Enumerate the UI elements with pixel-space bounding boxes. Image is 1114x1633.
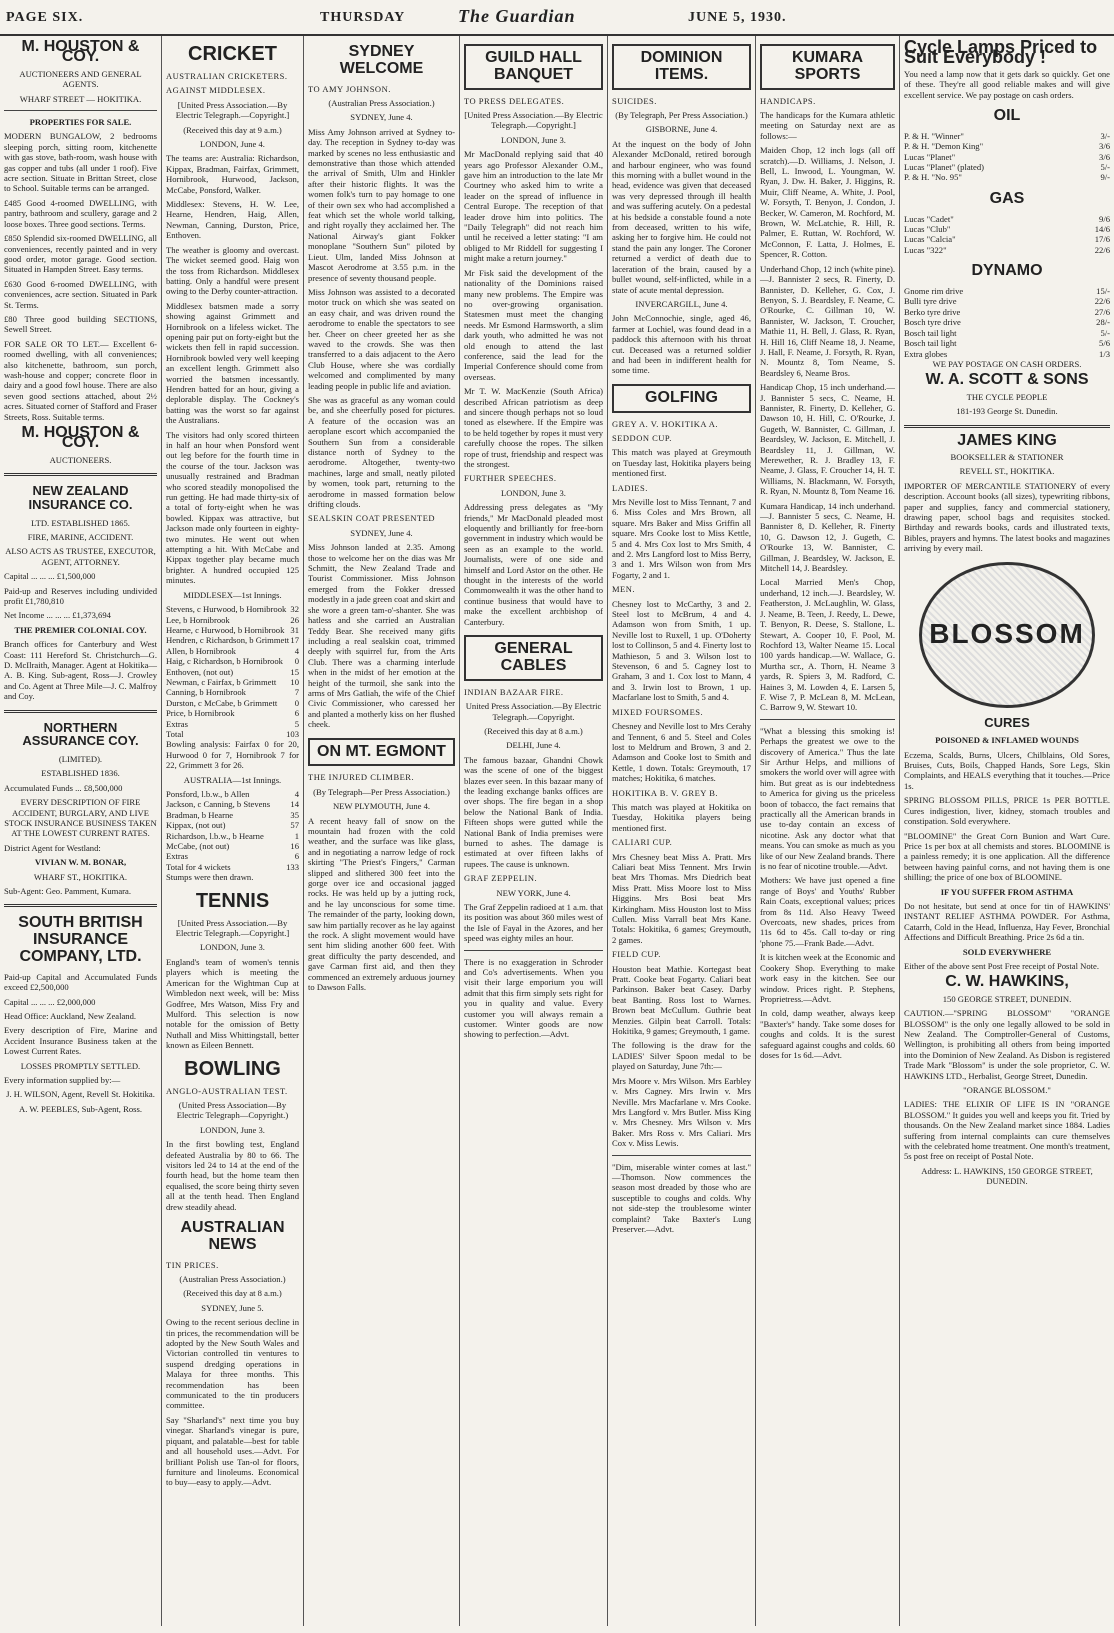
cricket-sub-2: AGAINST MIDDLESEX.	[166, 85, 266, 96]
kitchen-ad: It is kitchen week at the Economic and Cookery Shop. Everything to make work easy in the kitchen. See our window. Prices right. P. Stephens, Proprietress.—Advt.	[760, 952, 895, 1004]
paper-title: The Guardian	[458, 6, 576, 26]
mt-egmont-heading: ON MT. EGMONT	[308, 738, 455, 767]
northern-sub: Sub-Agent: Geo. Pamment, Kumara.	[4, 885, 131, 896]
property-4: £630 Good 6-roomed DWELLING, with conveniences, acre section. Situated in Park St. Terms.	[4, 278, 157, 310]
price-row: Bosch tail light 5/6	[904, 338, 1110, 349]
egmont-credit: (By Telegraph—Per Press Association.)	[313, 786, 450, 797]
cricket-dateline: LONDON, June 4.	[200, 139, 265, 150]
egmont-para: A recent heavy fall of snow on the mountain had frozen with the cold weather, and the surface was like glass, and in negotiating a narrow ledge of rock skirting "The Priest's Fingers," Carman slipped and slithered 300 feet into the gorge over ice and occasional jagged rocks. He was held up by a jutting rock, and he lay unconscious for some time. The remainder of the party, looking down, saw him partially recover as he lay against the rock. A slight movement would have sent him sliding another 600 feet. With great difficulty the party descended, and gave Carman first aid, and then they commenced an extremely arduous journey to Dawson Falls.	[308, 815, 455, 993]
pills-para: SPRING BLOSSOM PILLS, PRICE 1s PER BOTTLE. Cures indigestion, liver, kidney, stomach troubles and constipation. Sold everywhere.	[904, 795, 1110, 827]
score-row: Allen, b Hornibrook 4	[166, 645, 299, 656]
northern-desc: EVERY DESCRIPTION OF FIRE ACCIDENT, BURGLARY, AND LIVE STOCK INSURANCE BUSINESS TAKEN AT THE LOWEST CURRENT RATES.	[4, 797, 157, 839]
di-sub: SUICIDES.	[612, 95, 657, 106]
score-row: Canning, b Hornibrook 7	[166, 687, 299, 698]
bowling-para: In the first bowling test, England defeated Australia by 80 to 66. The visitors led 24 to 14 at the end of the fourth head, but the home team then equalised, the score being thirty seven all at the tenth head. Then England drew steadily ahead.	[166, 1139, 299, 1212]
score-row: Newman, c Fairfax, b Grimmett 10	[166, 676, 299, 687]
golf-intro: This match was played at Greymouth on Tuesday last, Hokitika players being mentioned first.	[612, 447, 751, 479]
ladies-heading: LADIES.	[612, 482, 648, 493]
score-row: Jackson, c Canning, b Stevens 14	[166, 799, 299, 810]
price-row: Lucas "Cadet" 9/6	[904, 213, 1110, 224]
sold-para: Either of the above sent Post Free receipt of Postal Note.	[904, 960, 1099, 971]
divider	[904, 425, 1110, 428]
score-row: Price, b Hornibrook 6	[166, 708, 299, 719]
tennis-heading: TENNIS	[195, 889, 270, 912]
nz-branch: Branch offices for Canterbury and West Coast: 111 Hereford St. Christchurch—G. D. McIlraith, Manager. Agent at Hokitika—A. B. King. Sub-agent, Ross—J. Crowley and Co. Agent at Three Mile—J. C. Malfroy and Coy.	[4, 639, 157, 702]
an-credit: (Australian Press Association.)	[179, 1274, 286, 1284]
price-row: Bulli tyre drive 22/6	[904, 296, 1110, 307]
golf-sub: GREY A. V. HOKITIKA A.	[612, 418, 719, 429]
firm-name: M. HOUSTON & COY.	[21, 38, 140, 66]
score-row: Extras 6	[166, 851, 299, 862]
cricket-sub-1: AUSTRALIAN CRICKETERS.	[166, 71, 288, 81]
caliari-heading: CALIARI CUP.	[612, 837, 673, 848]
cures-para: Eczema, Scalds, Burns, Ulcers, Chilblains, Old Sores, Bruises, Cuts, Boils, Chapped Hands, Sore Legs, Skin Complaints, and HEALS everything that it touches.—Price 1s.	[904, 749, 1110, 791]
golfing-heading: GOLFING	[612, 384, 751, 413]
column-advertisements-2	[900, 36, 1114, 1626]
blossom-emblem	[919, 562, 1095, 708]
oil-price-list	[904, 131, 1110, 183]
northern-agent: District Agent for Westland:	[4, 842, 101, 853]
gh-para: Mr T. W. MacKenzie (South Africa) described African patriotism as deep and sincere though perhaps not so loud toned as elsewhere. If the Empire was to be held together by ropes it must very carefully choose the ropes. The silken rope of trust, friendship and respect was the strongest.	[464, 386, 603, 469]
divider	[4, 710, 157, 713]
property-1: MODERN BUNGALOW, 2 bedrooms sleeping porch, sitting room, kitchenette with gas stove, bath-room, wash house with gas copper and tubs (all under 1 roof). Five acre section. Situate in Brittan Street, close to School. Suitable terms can be arranged.	[4, 131, 157, 194]
divider	[4, 904, 157, 907]
sealskin-date: SYDNEY, June 4.	[350, 527, 413, 538]
score-row: Kippax, (not out) 57	[166, 820, 299, 831]
bloomine-para: "BLOOMINE" the Great Corn Bunion and Wart Cure. Price 1s per box at all chemists and stores. BLOOMINE is a painless remedy; it is one application. All the difference between having painful corns, and not having them is one shilling; the price of one box of BLOOMINE.	[904, 830, 1110, 883]
tennis-credit: [United Press Association.—By Electric Telegraph.—Copyright.]	[175, 917, 290, 939]
price-row: Lucas "322" 22/6	[904, 244, 1110, 255]
gc-credit: United Press Association.—By Electric Telegraph.—Copyright.	[465, 701, 602, 722]
grey-b-intro: This match was played at Hokitika on Tuesday, Hokitika players being mentioned first.	[612, 801, 751, 833]
ks-para: The handicaps for the Kumara athletic meeting on Saturday next are as follows:—	[760, 110, 895, 141]
scorecard-heading: MIDDLESEX—1st Innings.	[183, 589, 282, 600]
gc-sub: INDIAN BAZAAR FIRE.	[464, 686, 564, 697]
gas-heading: GAS	[989, 189, 1025, 207]
sb-info: Every information supplied by:—	[4, 1074, 121, 1085]
caliari-results: Mrs Chesney beat Miss A. Pratt. Mrs Caliari beat Miss Tennent. Mrs Irwin beat Mrs Thomas. Mrs Diedrich beat Miss Pratt. Miss Moore lost to Miss Higgins. Mrs Bosi beat Mrs Kirkingham. Miss Houston lost to Miss Cullen. Miss Varrall beat Mrs Kane. Totals: Hokitika, 6 games; Greymouth, 2 games.	[612, 851, 751, 945]
tennis-date: LONDON, June 3.	[200, 942, 265, 953]
column-news-2	[460, 36, 608, 1626]
orange-heading: "ORANGE BLOSSOM."	[963, 1085, 1051, 1096]
cricket-credit: [United Press Association.—By Electric Telegraph.—Copyright.]	[175, 99, 290, 121]
kumara-sports-heading: KUMARA SPORTS	[760, 44, 895, 90]
divider	[612, 1155, 751, 1156]
divider	[464, 950, 603, 951]
property-6: FOR SALE OR TO LET.— Excellent 6-roomed dwelling, with all conveniences; also kitchenette, bathroom, sun porch, wash-house and copper; concrete floor in dairy and a good fowl house. There are also seven good sections attached, about 2½ acres. Situated corner of Stafford and Fraser Streets, Ross. Suitable terms.	[4, 338, 157, 422]
zeppelin-date: NEW YORK, June 4.	[496, 887, 571, 898]
ladies-results: Mrs Neville lost to Miss Tennant, 7 and 6. Miss Coles and Mrs Brown, all square. Mrs Baker and Miss Griffin all square. Mrs Cooke lost to Miss Kettle, 5 and 4. Mrs Cox lost to Mrs Smith, 4 and 2. Mrs Langford lost to Miss Berry, 3 and 1. Mrs Wilson won from Mrs Fogarty, 2 and 1.	[612, 496, 751, 580]
cricket-received: (Received this day at 9 a.m.)	[183, 124, 282, 135]
field-cup-heading: FIELD CUP.	[612, 949, 661, 960]
scott-name: W. A. SCOTT & SONS	[925, 371, 1089, 389]
ladies-address: Address: L. HAWKINS, 150 GEORGE STREET, DUNEDIN.	[921, 1165, 1093, 1187]
score-row: Enthoven, (not out) 15	[166, 666, 299, 677]
tennis-para: England's team of women's tennis players which is meeting the American for the Wightman Cup at Wimbledon next week, will be: Miss Godfree, Mrs Watson, Miss Fry and Mulford. This selection is now notable for the omission of Betty Nuthall and Miss Whittingstall, better known as Eileen Bennett.	[166, 956, 299, 1051]
seddon-cup: SEDDON CUP.	[612, 432, 672, 443]
australian-news-heading: AUSTRALIAN NEWS	[180, 1219, 285, 1253]
cricket-para: Middlesex batsmen made a sorry showing against Grimmett and Hornibrook on a lifeless wicket. The opening pair put on forty-eight but the wickets then fell in rapid succession. Hornibrook bowled very well keeping an excellent length. Grimmett also worried the batsmen incessantly. Hendren batted for an hour, giving a deplorable display. The Cockney's batting was the worst so far against the Australians.	[166, 300, 299, 426]
price-row: P. & H. "Demon King" 3/6	[904, 141, 1110, 152]
bowling-heading: BOWLING	[184, 1057, 281, 1080]
bowling-sub: ANGLO-AUSTRALIAN TEST.	[166, 1085, 288, 1096]
sb-paid: Paid-up Capital and Accumulated Funds exceed £2,500,000	[4, 971, 157, 993]
bowling-date: LONDON, June 3.	[200, 1124, 265, 1135]
sw-para: She was as graceful as any woman could be, and she cheerfully posed for pictures. A feature of the occasion was an aeroplane escort which accompanied the Southern Sun from a considerable distance north of Sydney to the aerodrome. Altogether, twenty-two machines, large and small, neatly piloted by women, took part, returning to the aerodrome in massed formation below drifting clouds.	[308, 394, 455, 510]
price-row: P. & H. "No. 95" 9/-	[904, 172, 1110, 183]
bowling-analysis: Bowling analysis: Fairfax 0 for 20, Hurwood 0 for 7, Hornibrook 7 for 22, Grimmett 3 for 26.	[166, 739, 299, 771]
dominion-items-heading: DOMINION ITEMS.	[612, 44, 751, 90]
ks-para: Maiden Chop, 12 inch logs (all off scratch).—D. Williams, J. Nelson, J. Bell, L. Inwood, L. Youngman, W. Ryan, J. Dw. H. Baker, J. Higgins, R. Muir, Cliff Neame, A. White, J. Pool, W. Forsyth, T. Benyon, J. Condon, J. Becker, W. Cameron, M. Rochford, M. Brown, W. McLatchie, R. Hill, R. Palmer, E. Ruttan, W. Rochford, W. McConnon, F. Latta, J. Holmes, E. Spencer, R. Cotton.	[760, 145, 895, 260]
emblem-text: BLOSSOM	[929, 618, 1085, 650]
an-ad: Say "Sharland's" next time you buy vinegar. Sharland's vinegar is pure, piquant, and palatable—best for table and all household uses.—Advt. For brilliant Polish use Tan-ol for floors, furniture and linoleums. Economical to buy—easy to apply.—Advt.	[166, 1414, 299, 1488]
nz-premier: THE PREMIER COLONIAL COY.	[14, 624, 147, 635]
james-addr: REVELL ST., HOKITIKA.	[959, 466, 1055, 477]
australia-scorecard	[166, 789, 299, 872]
ks-para: Kumara Handicap, 14 inch underhand.—J. Bannister 5 secs, C. Neame, H. Bannister 8, D. Kelleher, R. Finerty 10, G. Dawson 12, J. Gugeth, C. O'Rourke 13, W. Bannister, C. Gillman, J. Beardsley, W. Jackson, E. Mitchell 14, J. Beardsley.	[760, 500, 895, 574]
divider	[760, 719, 895, 720]
gh-credit: [United Press Association.—By Electric Telegraph.—Copyright.]	[464, 110, 603, 131]
james-king-name: JAMES KING	[957, 431, 1057, 449]
score-row: Ponsford, l.b.w., b Allen 4	[166, 789, 299, 799]
sw-para: Miss Johnson was assisted to a decorated motor truck on which she was seated on an easy chair, and was driven round the aerodrome to enable the spectators to see her. Cheer on cheer greeted her as she waved to the crowds. She was then transferred to a dais adjacent to the Aero Club House, where she was cordially welcomed and complimented by many leading people in public life and aviation.	[308, 286, 455, 391]
asthma-para: Do not hesitate, but send at once for tin of HAWKINS' INSTANT RELIEF ASTHMA POWDER. For Asthma, Catarrh, Cold in the Head, Influenza, Hay Fever, Bronchial Affections and Difficult Breathing. Price 2s 6d a tin.	[904, 900, 1110, 943]
northern-addr: WHARF ST., HOKITIKA.	[33, 871, 128, 882]
james-sub: BOOKSELLER & STATIONER	[950, 451, 1064, 462]
further-date: LONDON, June 3.	[501, 487, 566, 498]
sb-agent-1: J. H. WILSON, Agent, Revell St. Hokitika.	[6, 1089, 155, 1100]
di-date-2: INVERCARGILL, June 4.	[635, 298, 728, 309]
di-para-2: John McConnochie, single, aged 46, farmer at Lochiel, was found dead in a paddock this afternoon with his throat cut. Deceased was a returned soldier and had been in indifferent health for some time.	[612, 313, 751, 376]
zeppelin-para: The Graf Zeppelin radioed at 1 a.m. that its position was about 360 miles west of the Isle of Fayal in the Azores, and her speed was eighty miles an hour.	[464, 902, 603, 944]
cricket-para: Middlesex: Stevens, H. W. Lee, Hearne, Hendren, Haig, Allen, Newman, Canning, Durston, Price, Enthoven.	[166, 199, 299, 241]
sydney-welcome-heading: SYDNEY WELCOME	[339, 43, 424, 77]
dynamo-heading: DYNAMO	[971, 262, 1043, 280]
south-british-title: SOUTH BRITISH INSURANCE COMPANY, LTD.	[18, 914, 143, 965]
gc-date: DELHI, June 4.	[506, 740, 561, 751]
ladies-para: LADIES: THE ELIXIR OF LIFE IS IN "ORANGE BLOSSOM." It guides you well and keeps you fit. Tried by thousands. On the New Zealand market since 1884. Ladies suffering from internal complaints can cure themselves with the celebrated home treatment. One month's treatment, 5s post free on receipt of Postal Note.	[904, 1099, 1110, 1162]
zeppelin-heading: GRAF ZEPPELIN.	[464, 873, 538, 884]
men-heading: MEN.	[612, 584, 636, 595]
general-cables-heading: GENERAL CABLES	[464, 635, 603, 681]
sb-desc: Every description of Fire, Marine and Accident Insurance Business taken at the Lowest Current Rates.	[4, 1025, 157, 1057]
dynamo-price-list	[904, 286, 1110, 359]
northern-title: NORTHERN ASSURANCE COY.	[22, 719, 139, 749]
score-row: Total 103	[166, 728, 299, 739]
score-row: Lee, b Hornibrook 26	[166, 614, 299, 625]
mixed-results: Chesney and Neville lost to Mrs Cerahy and Tennent, 6 and 5. Steel and Coles lost to Meldrum and Brown, 3 and 2. Adamson and Cooke lost to Smith and Kettle, 1 down. Totals: Greymouth, 17 matches; Hokitika, 6 matches.	[612, 721, 751, 784]
column-advertisements-1	[0, 36, 162, 1626]
an-date: SYDNEY, June 5.	[201, 1302, 264, 1313]
column-dominion-golf	[608, 36, 756, 1626]
raincoat-ad: Mothers: We have just opened a fine range of Boys' and Youths' Rubber Rain Coats, exceptional values; prices from 8s 11d. Also Heavy Tweed Overcoats, new shades, prices from 11s 6d to 45s. Call to-day or ring 'phone 75.—Frank Bade.—Advt.	[760, 875, 895, 948]
mixed-heading: MIXED FOURSOMES.	[612, 706, 704, 717]
price-row: Lucas "Club" 14/6	[904, 224, 1110, 235]
sb-capital: Capital ... ... ... £2,000,000	[4, 996, 96, 1007]
score-row: Haig, c Richardson, b Hornibrook 0	[166, 656, 299, 667]
gh-sub: TO PRESS DELEGATES.	[464, 95, 565, 106]
score-row: Durston, c McCabe, b Grimmett 0	[166, 697, 299, 708]
hawkins-name: C. W. HAWKINS,	[945, 973, 1069, 991]
score-row: Extras 5	[166, 718, 299, 729]
property-2: £485 Good 4-roomed DWELLING, with pantry, bathroom and scullery, garage and 2 loose boxes. Three good sections. Terms.	[4, 197, 157, 229]
nz-insurance-title: NEW ZEALAND INSURANCE CO.	[28, 483, 133, 512]
sealskin-heading: SEALSKIN COAT PRESENTED	[308, 513, 436, 524]
asthma-heading: IF YOU SUFFER FROM ASTHMA	[940, 886, 1074, 897]
schroder-ad: There is no exaggeration in Schroder and Co's advertisements. When you visit their large emporium you will admit that this firm simply sets right for you in quality and value. Every customer you will always remain a customer. Winter goods are now showing to perfection.—Advt.	[464, 956, 603, 1040]
baxter-ad: "Dim, miserable winter comes at last." —Thomson. Now commences the season most dreaded by those who are susceptible to coughs and colds. Why not side-step the troublesome winter complaint? Take Baxter's Lung Preserver.—Advt.	[612, 1161, 751, 1234]
day: THURSDAY	[320, 10, 406, 25]
di-para: At the inquest on the body of John Alexander McDonald, retired borough and harbour engineer, who was found this morning with a bullet wound in the head, evidence was given that deceased was very depressed through ill health and was suffering acutely. On a pedestal at his bedside a constable found a note from deceased, written to his wife, asking her to forgive him. He could not stand the pain any longer. The Coroner returned a verdict of death due to laceration of the brain, caused by a bullet wound, self-inflicted, while in a state of acute mental depression.	[612, 138, 751, 295]
scott-addr: 181-193 George St. Dunedin.	[956, 406, 1058, 417]
gc-para: The famous bazaar, Ghandni Chowk was the scene of one of the biggest blazes ever seen. In this bazaar many of the leading exchange banks offices are over shops. The fire began in a shop below the National Bank of India. Fifteen shops were gutted while the National Bank of India premises were burned to ashes. The damage is estimated at over fifteen lakhs of rupees. The cause is unknown.	[464, 754, 603, 869]
cricket-para: The weather is gloomy and overcast. The wicket seemed good. Haig won the toss from Richardson. Middlesex batting. Only a handful were present owing to the Derby counter-attraction.	[166, 244, 299, 297]
score-row: Hendren, c Richardson, b Grimmett 17	[166, 635, 299, 646]
northern-funds: Accumulated Funds ... £8,500,000	[4, 782, 123, 793]
guild-hall-heading: GUILD HALL BANQUET	[464, 44, 603, 90]
sw-para: Miss Amy Johnson arrived at Sydney to-day. The reception in Sydney to-day was marked by scenes no less enthusiastic and demonstrative than those which attended the arrival of Smith, Ulm and Hinkler after their historic flights. It was the women folk's turn to pay homage to one of their own sex who had accomplished a feat which set the whole world talking, and right royally they acclaimed her. The National Airway's giant Fokker monoplane "Southern Sun" piloted by Lieut. Ulm, landed Miss Johnson at Mascot Aerodrome at 3.55 p.m. in the presence of seventy thousand people.	[308, 126, 455, 283]
smoking-ad: "What a blessing this smoking is! Perhaps the greatest we owe to the discovery of America." Thus the late Sir Arthur Helps, and millions of smokers the world over will agree with him. But great as is our indebtedness to America for giving us the priceless boon of tobacco, the fact remains that practically all the American brands in use to-day contain an excess of nicotine. Ask any doctor what that means. You can smoke as much as you like of our New Zealand brands. There is no fear of nicotine trouble.—Advt.	[760, 725, 895, 872]
scott-sub: THE CYCLE PEOPLE	[966, 391, 1048, 402]
cycle-lamps-para: You need a lamp now that it gets dark so quickly. Get one of these. They're all good reliable makes and will give excellent service. We pay postage on cash orders.	[904, 68, 1110, 100]
divider	[4, 473, 157, 476]
price-row: Bosch tail light 5/-	[904, 327, 1110, 338]
score-row: Stevens, c Hurwood, b Hornibrook 32	[166, 604, 299, 615]
column-kumara	[756, 36, 900, 1626]
score-row: Richardson, l.b.w., b Hearne 1	[166, 830, 299, 841]
gh-date: LONDON, June 3.	[501, 134, 566, 145]
sb-losses: LOSSES PROMPTLY SETTLED.	[20, 1060, 141, 1071]
northern-ltd: (LIMITED).	[58, 753, 103, 764]
ks-para: Local Married Men's Chop, underhand, 12 inch.—J. Beardsley, W. Featherston, J. McLaughlin, W. Glass, J. Neame, B. Teen, J. Reedy, L. Dewe, T. Benyon, R. Deese, S. Stallone, L. Stewart, A. Cooper 10, F. Pool, M. Rochford 13, Walter Neame 15. Local 100 yards handicap.—W. Wallace, G. Murtha scr., A. Thorn, H. Neame 3 yards, R. Spiers 3, M. Radford, C. Haines 3, M. Lowden 4, E. Larsen 5, F. Wise 7, P. McLean 8, M. McLean, C. Barrow 9, W. Stewart 10.	[760, 577, 895, 713]
price-row: Bosch tyre drive 28/-	[904, 317, 1110, 328]
australia-heading: AUSTRALIA—1st Innings.	[183, 774, 282, 785]
cricket-para: The teams are: Australia: Richardson, Kippax, Bradman, Fairfax, Grimmett, Hornibrook, Hurwood, Jackson, McCabe, Ponsford, Walker.	[166, 153, 299, 195]
column-news-1	[304, 36, 460, 1626]
nz-reserves: Paid-up and Reserves including undivided profit £1,780,810	[4, 585, 157, 606]
northern-name: VIVIAN W. M. BONAR,	[34, 857, 127, 868]
date: JUNE 5, 1930.	[688, 10, 787, 25]
price-row: P. & H. "Winner" 3/-	[904, 130, 1110, 141]
cycle-lamps-title: Cycle Lamps Priced to Suit Everybody !	[904, 37, 1098, 68]
egmont-date: NEW PLYMOUTH, June 4.	[332, 801, 431, 812]
gas-price-list	[904, 214, 1110, 256]
grey-b-heading: HOKITIKA B. V. GREY B.	[612, 787, 719, 798]
middlesex-scorecard	[166, 604, 299, 739]
score-row: Bradman, b Hearne 35	[166, 809, 299, 820]
price-row: Berko tyre drive 27/6	[904, 306, 1110, 317]
properties-heading: PROPERTIES FOR SALE.	[29, 117, 132, 128]
ks-para: Handicap Chop, 15 inch underhand.—J. Bannister 5 secs, C. Neame, H. Bannister, R. Finerty, D. Kelleher, G. Dawson 10, H. Hill, C. O'Rourke, J. Gugeth, W. Bannister, C. Gillman, J. Beardsley, W. Jackson, E. Mitchell, J. Beardsley 11, J. Gillman, W. Merewether, R. J. Bradley 13, F. Neame, J. Glass, F. Croucher 14, H. T. Williams, N. Blackmann, W. Forsyth, R. Ryan, N. Mountz 8, Tom Neame 16.	[760, 382, 895, 497]
cures-heading: CURES	[984, 714, 1030, 730]
di-credit: (By Telegraph, Per Press Association.)	[615, 110, 748, 120]
hawkins-addr: 150 GEORGE STREET, DUNEDIN.	[942, 993, 1072, 1004]
weather-ad: In cold, damp weather, always keep "Baxter's" handy. Take some doses for coughs and colds. It is the surest safeguard against coughs and colds. 60 doses for 1s 6d.—Advt.	[760, 1008, 895, 1060]
firm-name-2: M. HOUSTON & COY.	[21, 424, 140, 452]
sb-office: Head Office: Auckland, New Zealand.	[4, 1010, 137, 1021]
score-row: Hearne, c Hurwood, b Hornibrook 31	[166, 624, 299, 635]
an-received: (Received this day at 8 a.m.)	[183, 1288, 282, 1299]
divider	[4, 110, 157, 111]
page-number: PAGE SIX.	[6, 10, 84, 25]
sold-heading: SOLD EVERYWHERE	[962, 946, 1052, 957]
an-sub: TIN PRICES.	[166, 1259, 219, 1270]
sb-agent-2: A. W. PEEBLES, Sub-Agent, Ross.	[19, 1103, 142, 1114]
firm-address: WHARF STREET — HOKITIKA.	[19, 93, 142, 104]
masthead	[0, 0, 1114, 36]
cricket-heading: CRICKET	[188, 43, 277, 65]
bowling-credit: (United Press Association—By Electric Telegraph—Copyright.)	[176, 1099, 289, 1121]
further-para: Addressing press delegates as "My friends," Mr MacDonald pleaded most eloquently and brilliantly for free-born government in industry which would be seen as an example to the world. Journalists, were of one side and himself and Lord Astor on the other. He thought in the interests of the world Commonwealth it was the other hand to continue business that would have to make the excellent archbishop of Canterbury.	[464, 502, 603, 627]
score-row: McCabe, (not out) 16	[166, 841, 299, 852]
nz-also: ALSO ACTS AS TRUSTEE, EXECUTOR, AGENT, ATTORNEY.	[5, 546, 156, 567]
property-3: £850 Splendid six-roomed DWELLING, all conveniences, recently painted and in very good order, motor garage. Good section. Situated in Hampden Street. Easy terms.	[4, 233, 157, 275]
price-row: Extra globes 1/3	[904, 348, 1110, 359]
further-heading: FURTHER SPEECHES.	[464, 473, 557, 484]
firm-role: AUCTIONEERS AND GENERAL AGENTS.	[19, 68, 142, 90]
postage-note: WE PAY POSTAGE ON CASH ORDERS.	[932, 358, 1082, 369]
property-5: £80 Three good building SECTIONS, Sewell Street.	[4, 313, 157, 335]
price-row: Lucas "Calcia" 17/6	[904, 234, 1110, 245]
an-para: Owing to the recent serious decline in tin prices, the recommendation will be adopted by the New South Wales and Victorian controlled tin ventures to suspend dredging operations in Malaya for three months. This recommendation has been communicated to the tin producers committee.	[166, 1317, 299, 1411]
gc-received: (Received this day at 8 a.m.)	[484, 725, 583, 736]
sw-sub: TO AMY JOHNSON.	[308, 83, 391, 94]
score-row: Total for 4 wickets 133	[166, 861, 299, 872]
nz-income: Net Income ... ... ... £1,373,694	[4, 610, 111, 621]
oil-heading: OIL	[993, 107, 1021, 125]
egmont-sub: THE INJURED CLIMBER.	[308, 772, 415, 783]
price-row: Lucas "Planet" (plated) 5/-	[904, 162, 1110, 173]
northern-est: ESTABLISHED 1836.	[41, 768, 120, 779]
firm-role-2: AUCTIONEERS.	[49, 454, 112, 465]
price-row: Lucas "Planet" 3/6	[904, 151, 1110, 162]
sw-credit: (Australian Press Association.)	[328, 98, 435, 108]
nz-capital: Capital ... ... ... £1,500,000	[4, 571, 96, 582]
gh-para: Mr MacDonald replying said that 40 years ago Professor Alexander O.M., gave him an introduction to the late Mr Courtney who asked him to write a leader on the spread of influence in Central Europe. The reception of that leader drove him into politics. The "Daily Telegraph" did not reach him until he received a letter stating: "I am obliged to Mr Riddell for suggesting I might make a return journey."	[464, 149, 603, 264]
sealskin-para: Miss Johnson landed at 2.35. Among those to welcome her on the dias was Mr Schmitt, the New Zealand Trade and Tourist Commissioner. Miss Johnson emerged from the Fokker dressed modestly in a jade green coat and skirt and she wore a green tam-o'-shanter. She was hatless and she carried an Australian Teddy Bear. She received many gifts including a real sealskin coat, trimmed deeply with squirrel fur, from the Arts Club. There was a charming interlude when in the midst of her emotion at the height of the turmoil, she sank into the arms of Mrs Gatliah, the wife of the Chief Civic Commissioner, who caressed her and planted a motherly kiss on her flushed cheek.	[308, 542, 456, 730]
column-sport	[162, 36, 304, 1626]
men-results: Chesney lost to McCarthy, 3 and 2. Steel lost to McBrum, 4 and 4. Adamson won from Smith, 1 up. Neville lost to Ruxell, 1 up. O'Doherty lost to Collinson, 5 and 4. Finerty lost to Mathieson, 5 and 3. Wilson lost to Stevenson, 6 and 5. Cagney lost to Graham, 3 and 1. Cox lost to Mann, 4 and 3. Irwin lost to Brown, 1 up. Macfarlane lost to Smith, 5 and 4.	[612, 598, 751, 703]
gh-para: Mr Fisk said the development of the nationality of the Dominions raised many new problems. The Empire was no over-growing organisation. Statesmen must meet the changing needs. Mr Esmond Harmsworth, a slim dark youth, who admitted he was not old enough to attend the last conference, said the lead for the Imperial Conference should come from overseas.	[464, 267, 603, 382]
sw-date: SYDNEY, June 4.	[350, 112, 413, 123]
james-para: IMPORTER OF MERCANTILE STATIONERY of every description. Account books (all sizes), typewriting ribbons, paper and supplies, fancy and commercial stationery, drawing paper, school bags and requisites stocked. Birthday and rewards books, cards and illustrated texts, Bibles, prayers and hymns. The latest books and magazines arriving by every mail.	[904, 480, 1110, 554]
nz-kinds: FIRE, MARINE, ACCIDENT.	[27, 531, 134, 542]
cricket-para: The visitors had only scored thirteen in half an hour when Ponsford went out leg before for the fourth time in the course of the tour. Jackson was unusually restrained and Bradman who scored steadily monopolised the run getting. He had made thirty-six of a total of forty-eight when he was bowled. Kippax was attractive, but Jackson made only fourteen in eighty-two minutes. He went out when attempting a hit. With McCabe and Kippax together play became much brighter. A hundred occupied 125 minutes.	[166, 429, 299, 586]
stumps: Stumps were then drawn.	[166, 872, 254, 883]
field-results: Houston beat Mathie. Kortegast beat Pratt. Cooke beat Fogarty. Caliari beat Parkinson. Baker beat Casey. Darby beat Banting. Ross lost to Warnes. Brown beat McCullum. Guthrie beat Menzies. Gilpin beat Carroll. Totals: Hokitika, 9 games; Greymouth, 1 game.	[612, 963, 751, 1037]
ks-para: Underhand Chop, 12 inch (white pine).—J. Bannister 2 secs, R. Finerty, D. Bannister, D. Kelleher, G. Cox, J. Benyon, S. J. Beardsley, F. Neame, C. O'Rourke, C. Gillman 10, W. Bannister, W. Jackson, T. Croucher, Mathie 11, H. Bell, J. Glass, R. Ryan, H. Hill 16, Cliff Neame 18, J. Neame, J. Hall, F. Neame, J. Forsyth, R. Ryan, N. Mountz 8, Tom Neame, S. Beardsley 6, Neame Bros.	[760, 263, 895, 378]
draw-list: Mrs Moore v. Mrs Wilson. Mrs Earbley v. Mrs Cagney. Mrs Irwin v. Mrs Neville. Mrs Macfarlane v. Mrs Cooke. Mrs Langford v. Mrs Butler. Miss King v. Mrs Chesney. Mrs Wilson v. Mrs Baker. Mrs Ross v. Mrs Caliari. Mrs Cox v. Miss Lewis.	[612, 1075, 751, 1149]
price-row: Gnome rim drive 15/-	[904, 286, 1110, 297]
cures-sub: POISONED & INFLAMED WOUNDS	[935, 735, 1079, 746]
di-date: GISBORNE, June 4.	[645, 124, 718, 135]
draw-intro: The following is the draw for the LADIES' Silver Spoon medal to be played on Saturday, June 7th:—	[612, 1040, 751, 1072]
nz-established: LTD. ESTABLISHED 1865.	[31, 517, 130, 528]
ks-sub: HANDICAPS.	[760, 95, 816, 106]
caution-para: CAUTION.—"SPRING BLOSSOM" "ORANGE BLOSSOM" is the only one legally allowed to be sold in New Zealand. The Comptroller-General of Customs, Wellington, is prohibiting all others from being imported into the Dominion of New Zealand. As Disbon is registered Trade Mark "Blossom" is under the sole proprietor, C. W. HAWKINS LTD., Herbalist, George Street, Dunedin.	[904, 1008, 1110, 1081]
